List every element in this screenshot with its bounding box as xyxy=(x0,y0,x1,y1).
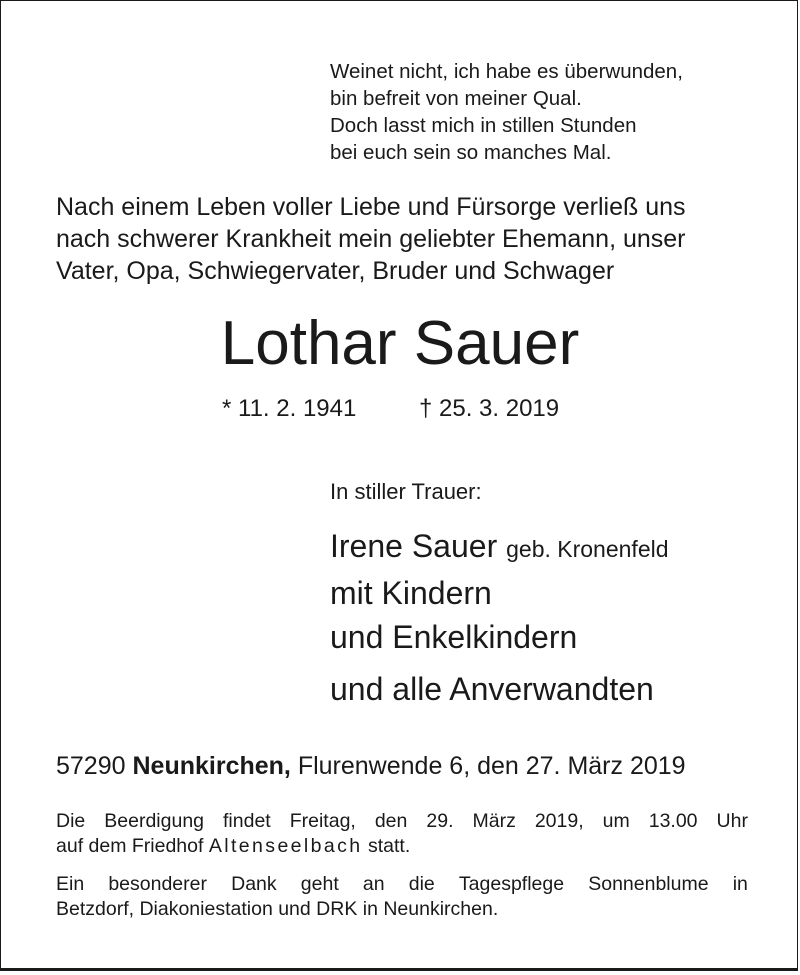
thanks-word: besonderer xyxy=(108,873,207,895)
city: Neunkirchen, xyxy=(132,752,291,780)
funeral-word: findet xyxy=(223,810,271,832)
address-line xyxy=(56,750,686,782)
mourner-relatives: und alle Anverwandten xyxy=(330,671,654,707)
thanks-word: geht xyxy=(300,873,339,895)
funeral-line-2-end: statt. xyxy=(362,835,411,857)
funeral-word: um xyxy=(602,810,630,832)
thanks-word: die xyxy=(408,873,435,895)
intro-line: nach schwerer Krankheit mein geliebter Ehemann, unser xyxy=(56,225,686,253)
mourning-label: In stiller Trauer: xyxy=(330,479,482,504)
thanks-word: Ein xyxy=(56,873,85,895)
spouse-maiden-name: geb. Kronenfeld xyxy=(506,536,669,562)
thanks-word: Sonnenblume xyxy=(588,873,709,895)
funeral-word: 2019, xyxy=(534,810,584,832)
address-rest: Flurenwende 6, den 27. März 2019 xyxy=(297,752,686,780)
cemetery-place: Altenseelbach xyxy=(208,835,363,857)
poem-line: Weinet nicht, ich habe es überwunden, xyxy=(330,60,683,83)
spouse-name: Irene Sauer xyxy=(330,528,498,564)
funeral-word: Freitag, xyxy=(289,810,356,832)
intro-line: Vater, Opa, Schwiegervater, Bruder und Schwager xyxy=(56,257,615,285)
funeral-line-2 xyxy=(56,834,748,859)
mourners-list xyxy=(330,524,669,711)
poem-line: Doch lasst mich in stillen Stunden xyxy=(330,114,637,137)
funeral-line-1 xyxy=(56,809,748,834)
mourner-children: mit Kindern xyxy=(330,575,492,611)
thanks-line-2: Betzdorf, Diakoniestation und DRK in Neunkirchen. xyxy=(56,898,499,920)
postcode: 57290 xyxy=(56,752,126,780)
poem-line: bin befreit von meiner Qual. xyxy=(330,87,582,110)
mourner-spouse xyxy=(330,524,669,571)
thanks-line-1 xyxy=(56,872,748,897)
funeral-line-2-start: auf dem Friedhof xyxy=(56,835,209,857)
thanks-info xyxy=(56,872,748,922)
funeral-info xyxy=(56,809,748,859)
funeral-word: 13.00 xyxy=(648,810,698,832)
thanks-word: in xyxy=(732,873,748,895)
deceased-name: Lothar Sauer xyxy=(220,309,580,378)
thanks-word: an xyxy=(362,873,385,895)
thanks-word: Tagespflege xyxy=(458,873,565,895)
funeral-word: Beerdigung xyxy=(104,810,205,832)
thanks-word: Dank xyxy=(231,873,277,895)
funeral-word: 29. xyxy=(426,810,454,832)
funeral-word: März xyxy=(472,810,516,832)
birth-date: * 11. 2. 1941 xyxy=(222,395,357,422)
funeral-word: den xyxy=(374,810,408,832)
funeral-word: Die xyxy=(56,810,86,832)
funeral-word: Uhr xyxy=(716,810,748,832)
poem-line: bei euch sein so manches Mal. xyxy=(330,141,612,164)
death-date: † 25. 3. 2019 xyxy=(419,395,560,422)
poem xyxy=(330,58,683,166)
intro-text xyxy=(56,191,686,287)
intro-line: Nach einem Leben voller Liebe und Fürsorge verließ uns xyxy=(56,193,686,221)
mourner-grandchildren: und Enkelkindern xyxy=(330,619,578,655)
